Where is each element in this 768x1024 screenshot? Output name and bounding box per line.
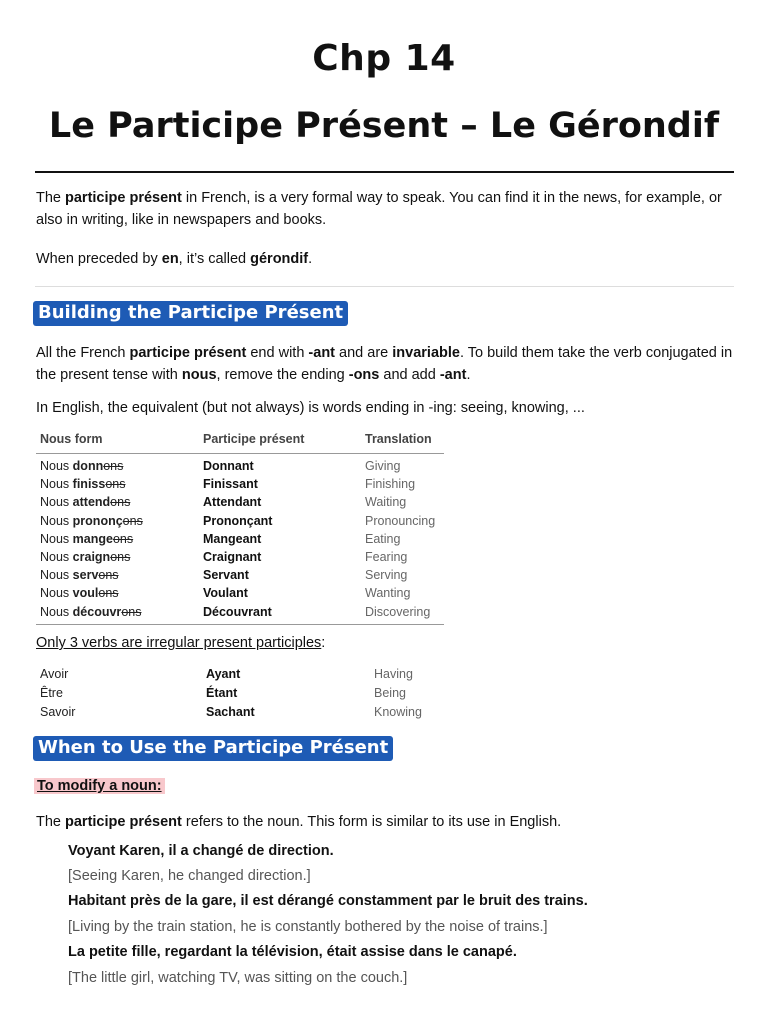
table-bottom-rule xyxy=(36,624,444,625)
participle-cell: Attendant xyxy=(203,495,262,510)
participle-table xyxy=(40,432,460,632)
section-divider xyxy=(35,286,734,287)
irregular-intro: Only 3 verbs are irregular present participles: xyxy=(36,635,326,651)
table-row xyxy=(40,568,460,586)
building-paragraph: All the French participe présent end with -ant and are invariable. To build them take the verb conjugated in the present tense with nous, remove the ending -ons and add -ant. xyxy=(36,345,733,383)
col-header-participle: Participe présent xyxy=(203,432,305,446)
nous-form-cell: Nous prononçons xyxy=(40,513,143,528)
table-row xyxy=(40,605,460,623)
table-header-rule xyxy=(36,453,444,454)
translation-cell: Wanting xyxy=(365,586,411,601)
participle-cell: Servant xyxy=(203,568,249,583)
translation-cell: Knowing xyxy=(374,705,422,719)
translation-cell: Discovering xyxy=(365,604,431,619)
verb-cell: Savoir xyxy=(40,705,76,719)
participle-cell: Craignant xyxy=(203,550,262,564)
table-row xyxy=(40,532,460,550)
table-row xyxy=(40,514,460,532)
translation-cell: Eating xyxy=(365,531,401,546)
verb-cell: Avoir xyxy=(40,667,69,681)
table-row xyxy=(40,477,460,495)
nous-form-cell: Nous attendons xyxy=(40,495,131,510)
example-english: [Seeing Karen, he changed direction.] xyxy=(68,868,311,884)
table-row xyxy=(40,495,460,513)
participle-cell: Finissant xyxy=(203,477,258,492)
verb-cell: Être xyxy=(40,686,63,700)
table-row xyxy=(40,550,460,568)
nous-form-cell: Nous finissons xyxy=(40,477,126,492)
translation-cell: Serving xyxy=(365,568,408,583)
nous-form-cell: Nous craignons xyxy=(40,550,131,564)
example-french: Habitant près de la gare, il est dérangé constamment par le bruit des trains. xyxy=(68,893,588,909)
participle-cell: Sachant xyxy=(206,705,255,719)
participle-cell: Découvrant xyxy=(203,604,272,619)
table-row xyxy=(40,586,460,604)
participle-cell: Étant xyxy=(206,686,238,700)
table-row xyxy=(40,459,460,477)
participle-cell: Donnant xyxy=(203,459,254,473)
example-french: Voyant Karen, il a changé de direction. xyxy=(68,843,334,859)
participle-cell: Mangeant xyxy=(203,531,262,546)
example-french: La petite fille, regardant la télévision, était assise dans le canapé. xyxy=(68,944,517,960)
example-english: [The little girl, watching TV, was sitting on the couch.] xyxy=(68,970,408,986)
gerondif-definition: When preceded by en, it’s called gérondif. xyxy=(36,251,313,267)
nous-form-cell: Nous servons xyxy=(40,568,119,583)
translation-cell: Being xyxy=(374,686,406,700)
page-title: Le Participe Présent – Le Gérondif xyxy=(48,106,720,146)
irregular-row xyxy=(40,686,460,704)
intro-paragraph: The participe présent in French, is a very formal way to speak. You can find it in the news, for example, or also in writing, like in newspapers and books. xyxy=(36,190,722,228)
example-english: [Living by the train station, he is constantly bothered by the noise of trains.] xyxy=(68,919,548,935)
translation-cell: Waiting xyxy=(365,495,407,510)
english-equivalent-paragraph: In English, the equivalent (but not always) is words ending in -ing: seeing, knowing, ... xyxy=(36,400,585,416)
section-heading-building: Building the Participe Présent xyxy=(33,301,348,326)
participle-cell: Voulant xyxy=(203,586,248,601)
nous-form-cell: Nous voulons xyxy=(40,586,119,601)
chapter-title: Chp 14 xyxy=(312,38,456,79)
irregular-row xyxy=(40,705,460,723)
translation-cell: Having xyxy=(374,667,413,681)
nous-form-cell: Nous découvrons xyxy=(40,604,142,619)
section-heading-when-to-use: When to Use the Participe Présent xyxy=(33,736,393,761)
title-divider xyxy=(35,171,734,173)
nous-form-cell: Nous donnons xyxy=(40,459,124,473)
translation-cell: Giving xyxy=(365,459,401,473)
translation-cell: Finishing xyxy=(365,477,416,492)
irregular-row xyxy=(40,667,460,685)
participle-cell: Ayant xyxy=(206,667,241,681)
translation-cell: Pronouncing xyxy=(365,513,436,528)
modify-noun-paragraph: The participe présent refers to the noun. This form is similar to its use in English. xyxy=(36,814,562,830)
translation-cell: Fearing xyxy=(365,550,408,564)
nous-form-cell: Nous mangeons xyxy=(40,531,134,546)
subheading-modify-noun: To modify a noun: xyxy=(34,778,165,794)
col-header-nous: Nous form xyxy=(40,432,103,446)
participle-cell: Prononçant xyxy=(203,513,273,528)
col-header-translation: Translation xyxy=(365,432,432,446)
